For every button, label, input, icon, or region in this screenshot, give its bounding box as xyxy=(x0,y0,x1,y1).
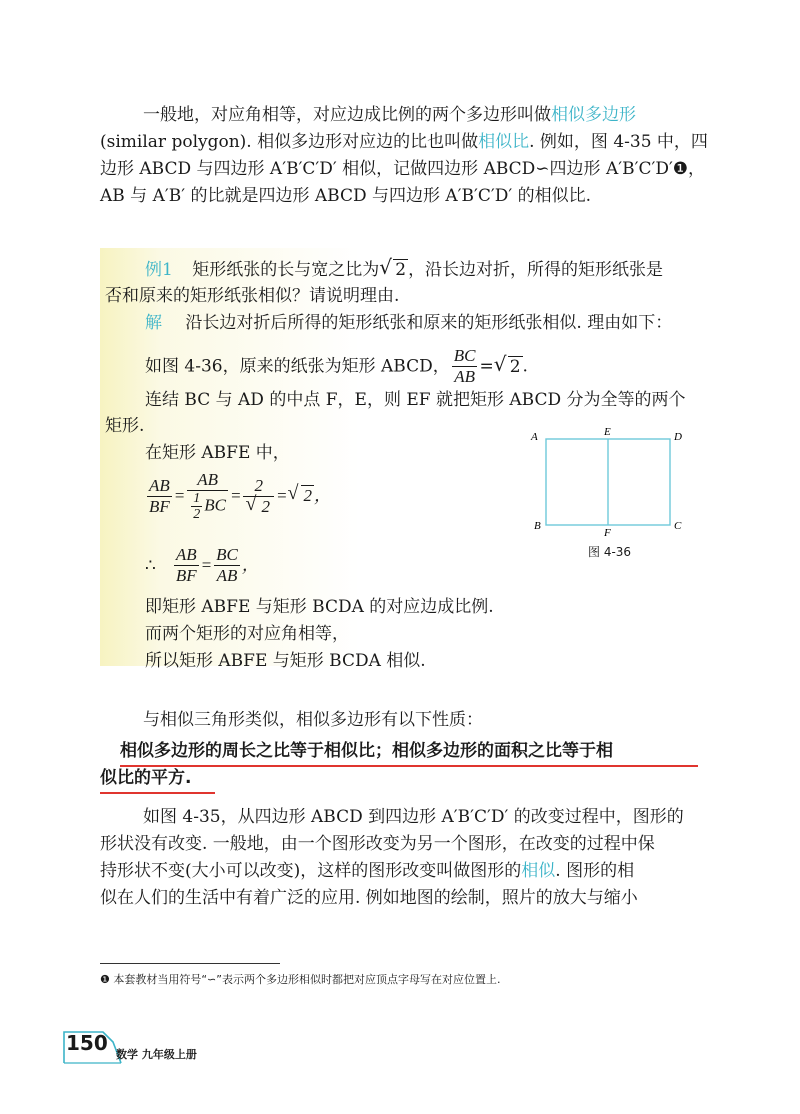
theorem-line1: 相似多边形的周长之比等于相似比；相似多边形的面积之比等于相 xyxy=(120,741,613,761)
sqrt-radicand: 2 xyxy=(395,260,407,280)
fraction-denominator: BF xyxy=(149,496,170,516)
para3-line2: 形状没有改变. 一般地，由一个图形改变为另一个图形，在改变的过程中保 xyxy=(100,834,655,854)
sqrt-2 xyxy=(379,258,408,282)
footnote: ❶ 本套教材当用符号“∽”表示两个多边形相似时都把对应顶点字母写在对应位置上. xyxy=(100,973,501,986)
example-q1-tail: ，沿长边对折，所得的矩形纸张是 xyxy=(408,260,664,280)
para3-line1: 如图 4-35，从四边形 ABCD 到四边形 A′B′C′D′ 的改变过程中，图形的 xyxy=(143,807,684,827)
fraction-denominator xyxy=(243,497,274,517)
period: . xyxy=(522,356,528,377)
fraction-denominator: BF xyxy=(175,566,197,585)
sqrt-2 xyxy=(287,486,314,506)
label-f: F xyxy=(604,527,611,538)
fraction-numerator: AB xyxy=(175,545,197,564)
para1-line3: 边形 ABCD 与四边形 A′B′C′D′ 相似，记做四边形 ABCD∽四边形 A′B′C′D′❶， xyxy=(100,159,706,179)
solution-line5: 在矩形 ABFE 中， xyxy=(145,443,290,463)
page-number: 150 xyxy=(66,1031,108,1055)
fraction-numerator: 2 xyxy=(243,476,274,497)
figure-caption: 图 4-36 xyxy=(588,545,632,559)
para1-line1-text: 一般地，对应角相等，对应边成比例的两个多边形叫做 xyxy=(143,105,551,125)
example-label: 例1 xyxy=(145,260,173,280)
solution-line4: 矩形. xyxy=(105,416,145,436)
example-question-line2: 否和原来的矩形纸张相似？请说明理由. xyxy=(105,286,400,306)
equation-2 xyxy=(145,545,259,586)
equals-sign: = xyxy=(230,486,242,505)
para3-line4: 似在人们的生活中有着广泛的应用. 例如地图的绘制，照片的放大与缩小 xyxy=(100,888,638,908)
theorem-underline-2 xyxy=(100,792,215,794)
label-e: E xyxy=(604,426,611,438)
term-similarity-ratio: 相似比 xyxy=(478,132,530,152)
label-c: C xyxy=(674,520,682,532)
example-q1-text: 矩形纸张的长与宽之比为 xyxy=(192,260,380,280)
fraction-denominator: AB xyxy=(216,566,238,585)
para2: 与相似三角形类似，相似多边形有以下性质： xyxy=(143,710,483,730)
fraction-ab-bf xyxy=(147,476,172,517)
fraction-numerator: AB xyxy=(149,475,170,495)
solution-line1 xyxy=(145,311,672,335)
solution-line2 xyxy=(145,346,528,387)
equals-sign: = xyxy=(275,486,288,505)
example-question-line1 xyxy=(145,258,663,282)
sqrt-2 xyxy=(494,357,523,377)
equation-1 xyxy=(145,470,331,522)
fraction-numerator: 1 xyxy=(193,491,201,506)
solution-line6: 即矩形 ABFE 与矩形 BCDA 的对应边成比例. xyxy=(145,597,494,617)
denominator-tail: BC xyxy=(204,495,226,515)
fraction-numerator: AB xyxy=(187,470,228,491)
equals-sign: = xyxy=(200,555,213,575)
fraction-one-half xyxy=(191,491,202,522)
para1-line1 xyxy=(143,103,636,127)
book-title: 数学 九年级上册 xyxy=(116,1048,197,1061)
para1-line2-text: (similar polygon). 相似多边形对应边的比也叫做 xyxy=(100,132,479,152)
solution-line3: 连结 BC 与 AD 的中点 F，E，则 EF 就把矩形 ABCD 分为全等的两个 xyxy=(145,390,686,410)
term-similarity: 相似 xyxy=(521,861,556,881)
theorem-line2: 似比的平方. xyxy=(100,768,192,788)
solution-line1-text: 沿长边对折后所得的矩形纸张和原来的矩形纸张相似. 理由如下： xyxy=(185,313,673,333)
solution-line8: 所以矩形 ABFE 与矩形 BCDA 相似. xyxy=(145,651,426,671)
para1-line2-tail: . 例如，图 4-35 中，四 xyxy=(529,132,708,152)
term-similar-polygon: 相似多边形 xyxy=(551,105,636,125)
sqrt-2 xyxy=(245,497,272,517)
figure-4-36-rectangle xyxy=(528,424,698,538)
fraction-denominator: 2 xyxy=(193,507,201,522)
fraction-numerator: BC xyxy=(453,346,476,365)
theorem-underline-1 xyxy=(120,765,698,767)
fraction-2-sqrt2 xyxy=(243,476,274,517)
comma: ， xyxy=(241,555,259,575)
equals-sign: = xyxy=(173,486,186,505)
fraction-numerator: BC xyxy=(216,545,238,564)
fraction-denominator: AB xyxy=(454,367,475,386)
para1-line2 xyxy=(100,130,708,154)
footnote-rule xyxy=(100,963,280,964)
label-b: B xyxy=(534,520,541,532)
solution-line7: 而两个矩形的对应角相等， xyxy=(145,624,349,644)
fraction-ab-bf xyxy=(174,545,199,586)
fraction-bc-ab xyxy=(214,545,240,586)
para1-line4: AB 与 A′B′ 的比就是四边形 ABCD 与四边形 A′B′C′D′ 的相似比. xyxy=(100,186,592,206)
sqrt-radicand: 2 xyxy=(509,356,521,377)
equals-sign: = xyxy=(479,356,494,377)
label-d: D xyxy=(674,431,682,443)
solution-line2-text: 如图 4-36，原来的纸张为矩形 ABCD， xyxy=(145,356,450,377)
therefore-symbol: ∴ xyxy=(145,555,156,575)
sqrt-radicand: 2 xyxy=(261,496,270,516)
para3-line3 xyxy=(100,859,634,883)
comma: ， xyxy=(313,486,331,505)
sqrt-radicand: 2 xyxy=(303,486,312,505)
solution-label: 解 xyxy=(145,313,162,333)
para3-line3-tail: . 图形的相 xyxy=(555,861,635,881)
fraction-ab-half-bc xyxy=(187,470,228,522)
fraction-denominator xyxy=(187,491,228,522)
label-a: A xyxy=(531,431,538,443)
fraction-bc-ab xyxy=(452,346,478,387)
para3-line3-text: 持形状不变(大小可以改变)，这样的图形改变叫做图形的 xyxy=(100,861,522,881)
